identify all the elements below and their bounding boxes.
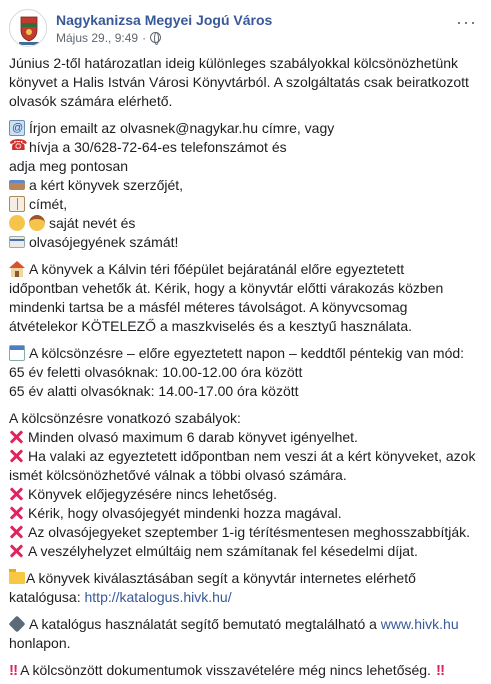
text-line: A kölcsönzött dokumentumok visszavételére még nincs lehetőség.	[20, 662, 431, 678]
text-line: könyvet a Halis István Városi Könyvtárból. A szolgáltatás csak beiratkozott	[9, 74, 469, 90]
hours-paragraph	[9, 344, 482, 401]
cross-mark-icon	[9, 544, 23, 558]
text-line: A könyvek kiválasztásában segít a könyvtár internetes elérhető	[26, 570, 416, 586]
text-line: adja meg pontosan	[9, 158, 129, 174]
rule-text: Az olvasójegyeket szeptember 1-ig térítésmentesen meghosszabbítják.	[28, 524, 471, 540]
cross-mark-icon	[9, 506, 23, 520]
id-card-icon	[9, 236, 25, 248]
catalog-paragraph	[9, 569, 482, 607]
post-header	[9, 0, 482, 52]
contact-paragraph	[9, 119, 482, 252]
post-body	[9, 54, 482, 680]
pickup-paragraph	[9, 260, 482, 336]
email-line: Írjon emailt az olvasnek@nagykar.hu címre, vagy	[29, 120, 335, 136]
rule-text: Minden olvasó maximum 6 darab könyvet igényelhet.	[28, 429, 358, 445]
cross-mark-icon	[9, 430, 23, 444]
books-icon	[9, 180, 25, 190]
rule-text: Ha valaki az egyeztetett időpontban nem veszi át a kért könyveket, azok	[28, 448, 476, 464]
post-time[interactable]: 9:49	[114, 30, 139, 45]
calendar-icon	[9, 345, 25, 361]
rule-text: Könyvek előjegyzésére nincs lehetőség.	[28, 486, 278, 502]
more-options-button[interactable]: ···	[456, 12, 477, 32]
folder-icon	[9, 572, 25, 584]
open-book-icon	[9, 196, 25, 212]
telephone-icon	[9, 139, 25, 155]
catalog-help-paragraph	[9, 615, 482, 653]
text-line: címét,	[29, 196, 68, 212]
globe-icon[interactable]	[150, 32, 161, 43]
text-line: mindenki tartsa be a másfél méteres távolságot. A könyvcsomag	[9, 299, 408, 315]
text-line: katalógusa:	[9, 589, 85, 605]
text-line: A kölcsönzésre – előre egyeztetett napon – keddtől péntekig van mód:	[29, 345, 465, 361]
rule-text: A veszélyhelyzet elmúltáig nem számítanak fel késedelmi díjat.	[28, 543, 418, 559]
woman-icon	[29, 215, 45, 231]
text-line: időpontban vehetők át. Kérik, hogy a könyvtár előtti várakozás közben	[9, 280, 444, 296]
return-paragraph	[9, 661, 482, 680]
rules-paragraph	[9, 409, 482, 561]
house-icon	[9, 261, 25, 277]
text-line: a kért könyvek szerzőjét,	[29, 177, 184, 193]
text-line: 65 év feletti olvasóknak: 10.00-12.00 óra között	[9, 364, 303, 380]
catalog-link[interactable]: http://katalogus.hivk.hu/	[84, 589, 232, 605]
rule-text: ismét kölcsönözhetővé válnak a többi olvasó számára.	[9, 467, 347, 483]
page-avatar[interactable]	[9, 9, 47, 47]
cross-mark-icon	[9, 525, 23, 539]
rules-title: A kölcsönzésre vonatkozó szabályok:	[9, 410, 241, 426]
city-crest-icon	[10, 10, 47, 47]
text-line: olvasójegyének számát!	[29, 234, 179, 250]
intro-paragraph	[9, 54, 482, 111]
text-line: Június 2-től határozatlan ideig különleges szabályokkal kölcsönözhetünk	[9, 55, 459, 71]
email-icon	[9, 120, 25, 136]
diamond-icon	[9, 616, 26, 633]
cross-mark-icon	[9, 487, 23, 501]
text-line: saját nevét és	[49, 215, 136, 231]
post-date[interactable]: Május 29.	[56, 30, 109, 45]
text-line: A könyvek a Kálvin téri főépület bejáratánál előre egyeztetett	[29, 261, 405, 277]
text-line: átvételekor KÖTELEZŐ a maszkviselés és a kesztyű használata.	[9, 318, 413, 334]
text-line: honlapon.	[9, 635, 71, 651]
cross-mark-icon	[9, 449, 23, 463]
timestamp-row: Május 29. , 9:49 ·	[56, 31, 482, 45]
rule-text: Kérik, hogy olvasójegyét mindenki hozza magával.	[28, 505, 342, 521]
man-icon	[9, 215, 25, 231]
text-line: A katalógus használatát segítő bemutató megtalálható a	[29, 616, 381, 632]
text-line: 65 év alatti olvasóknak: 14.00-17.00 óra között	[9, 383, 299, 399]
post-meta	[56, 12, 482, 45]
phone-line: hívja a 30/628-72-64-es telefonszámot és	[29, 139, 287, 155]
page-name-link[interactable]: Nagykanizsa Megyei Jogú Város	[56, 11, 273, 28]
website-link[interactable]: www.hivk.hu	[380, 616, 459, 632]
text-line: olvasók számára elérhető.	[9, 93, 173, 109]
double-exclamation-icon: ‼	[435, 662, 444, 679]
double-exclamation-icon: ‼	[9, 662, 17, 679]
